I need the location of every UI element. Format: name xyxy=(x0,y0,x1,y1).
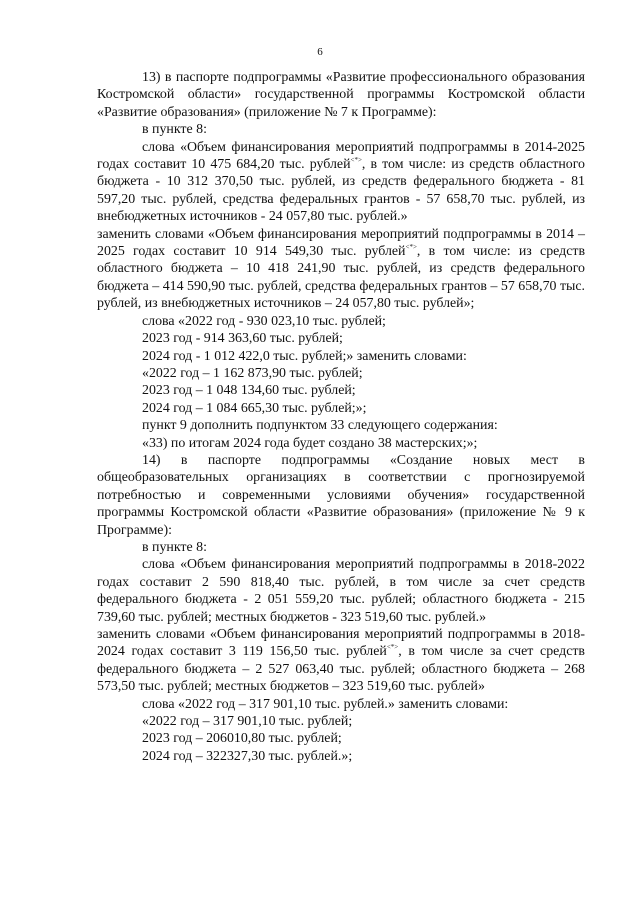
footnote-mark: <*> xyxy=(386,643,399,652)
paragraph: 2023 год - 914 363,60 тыс. рублей; xyxy=(142,331,343,347)
paragraph: в пункте 8: xyxy=(142,122,207,138)
paragraph: 2024 год – 1 084 665,30 тыс. рублей;»; xyxy=(142,400,367,416)
paragraph: «2022 год – 1 162 873,90 тыс. рублей; xyxy=(142,365,363,381)
paragraph: 2024 год - 1 012 422,0 тыс. рублей;» заменить словами: xyxy=(142,348,467,364)
paragraph: слова «Объем финансирования мероприятий подпрограммы в 2014-2025 годах составит 10 475 684,20 тыс. рублей<*>, в том числе: из средств областного бюджета - 10 312 370,50 тыс. рублей, из средств федерального бюджета - 81 597,20 тыс. рублей, средства федеральных грантов - 57 658,70 тыс. рублей, из внебюджетных источников - 24 057,80 тыс. рублей.» xyxy=(97,139,585,225)
paragraph: заменить словами «Объем финансирования мероприятий подпрограммы в 2014 – 2025 годах составит 10 914 549,30 тыс. рублей<*>, в том числе: из средств областного бюджета – 10 418 241,90 тыс. рублей, из средств федерального бюджета – 414 590,90 тыс. рублей, средства федеральных грантов – 57 658,70 тыс. рублей, из внебюджетных источников – 24 057,80 тыс. рублей»; xyxy=(97,226,586,312)
paragraph: «33) по итогам 2024 года будет создано 38 мастерских;»; xyxy=(142,435,478,451)
paragraph: 14) в паспорте подпрограммы «Создание новых мест в общеобразовательных организациях в соответствии с прогнозируемой потребностью и современными условиями обучения» государственной программы Костромской области «Развитие образования» (приложение № 9 к Программе): xyxy=(97,452,585,538)
paragraph: 13) в паспорте подпрограммы «Развитие профессионального образования Костромской области» государственной программы Костромской области «Развитие образования» (приложение № 7 к Программе): xyxy=(97,70,585,120)
footnote-mark: <*> xyxy=(350,156,362,165)
paragraph: слова «2022 год – 317 901,10 тыс. рублей.» заменить словами: xyxy=(142,696,509,712)
paragraph: 2023 год – 206010,80 тыс. рублей; xyxy=(142,731,342,747)
page-number: 6 xyxy=(317,46,323,58)
paragraph: 2023 год – 1 048 134,60 тыс. рублей; xyxy=(142,383,356,399)
paragraph: 2024 год – 322327,30 тыс. рублей.»; xyxy=(142,748,353,764)
paragraph: пункт 9 дополнить подпунктом 33 следующего содержания: xyxy=(142,418,498,434)
paragraph: слова «2022 год - 930 023,10 тыс. рублей; xyxy=(142,313,386,329)
paragraph: слова «Объем финансирования мероприятий подпрограммы в 2018-2022 годах составит 2 590 818,40 тыс. рублей, в том числе за счет средств федерального бюджета - 2 051 559,20 тыс. рублей; областного бюджета - 215 739,60 тыс. рублей; местных бюджетов - 323 519,60 тыс. рублей.» xyxy=(97,557,585,625)
paragraph: в пункте 8: xyxy=(142,539,207,555)
footnote-mark: <*> xyxy=(405,243,417,252)
paragraph: «2022 год – 317 901,10 тыс. рублей; xyxy=(142,714,353,730)
paragraph: заменить словами «Объем финансирования мероприятий подпрограммы в 2018-2024 годах составит 3 119 156,50 тыс. рублей<*>, в том числе за счет средств федерального бюджета – 2 527 063,40 тыс. рублей; областного бюджета – 268 573,50 тыс. рублей; местных бюджетов – 323 519,60 тыс. рублей» xyxy=(97,627,585,695)
document-body xyxy=(97,69,585,765)
